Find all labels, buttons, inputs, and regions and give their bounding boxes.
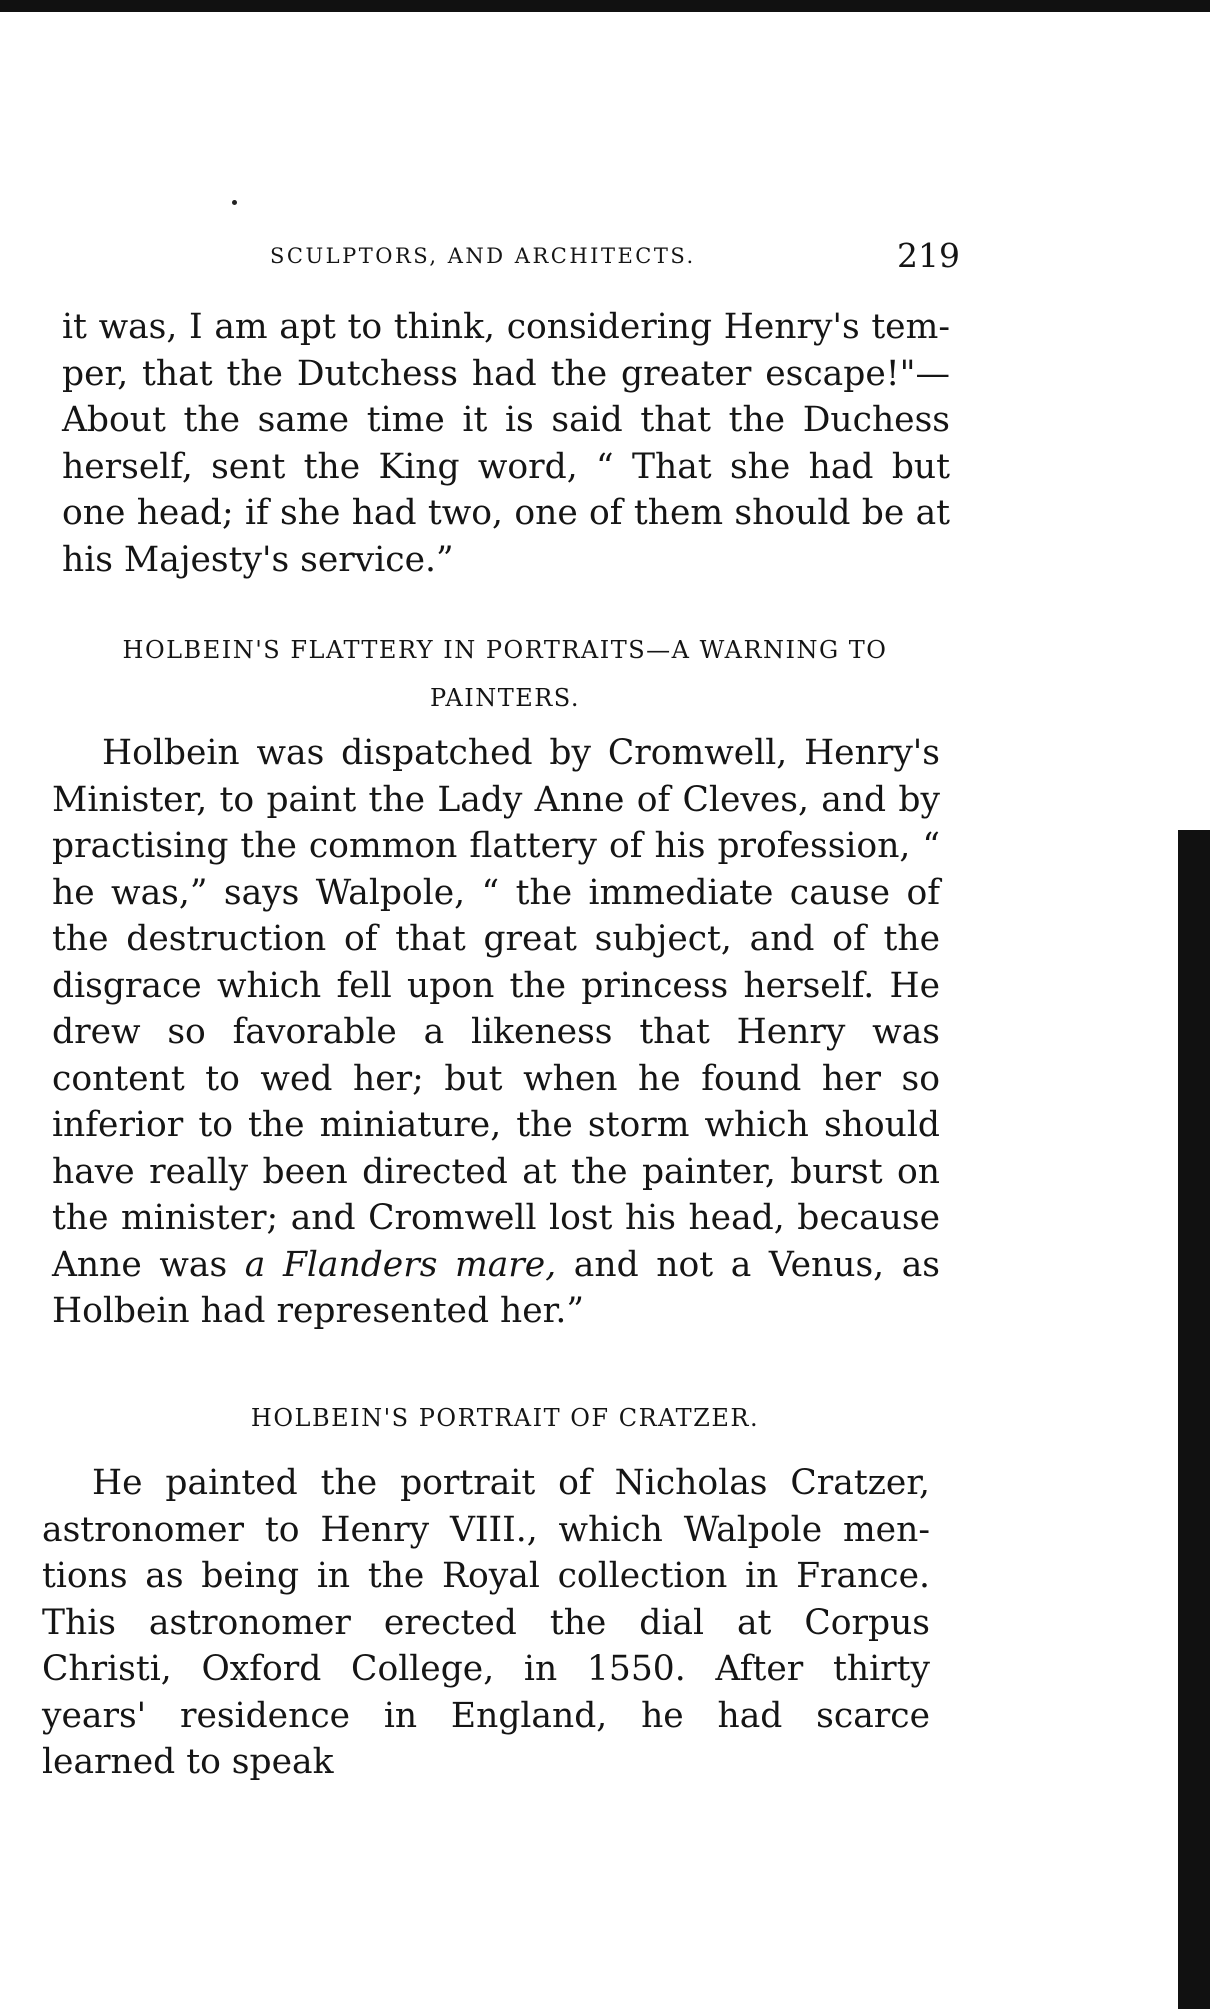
page-header: [60, 236, 960, 276]
paragraph-flattery-main: Holbein was dispatched by Cromwell, Henry's Minister, to paint the Lady Anne of Cleves, and by practising the common flattery of his profession, “ he was,” says Walpole, “ the immediate cause of the destruction of that great subject, and of the disgrace which fell upon the princess herself. He drew so favorable a likeness that Henry was content to wed her; but when he found her so inferior to the miniature, the storm which should have really been directed at the painter, burst on the minister; and Cromwell lost his head, because Anne was: [52, 733, 940, 1285]
section-heading-cratzer: HOLBEIN'S PORTRAIT OF CRATZER.: [250, 1404, 760, 1432]
paragraph-continued-text: it was, I am apt to think, considering Henry's temper, that the Dutchess had the greater escape!"— About the same time it is said that the Duchess herself, sent the King word, “ That she had but one head; if she had two, one of them should be at his Majesty's service.”: [62, 307, 950, 580]
paragraph-cratzer-text: He painted the portrait of Nicholas Cratzer, astronomer to Henry VIII., which Walpole mentions as being in the Royal collection in France. This astronomer erected the dial at Corpus Christi, Oxford College, in 1550. After thirty years' residence in England, he had scarce learned to speak: [42, 1463, 930, 1782]
page-top-edge: [0, 0, 1210, 12]
page-right-edge: [1178, 830, 1210, 2009]
paragraph-flattery: [52, 730, 940, 1335]
paragraph-flattery-end: and not a Venus, as Holbein had represented her.”: [52, 1244, 941, 1331]
ink-speck: [232, 200, 237, 205]
paragraph-continued: [62, 304, 950, 583]
paragraph-flattery-text: [52, 730, 940, 1335]
section-heading-flattery: HOLBEIN'S FLATTERY IN PORTRAITS—A WARNING TO PAINTERS.: [122, 636, 888, 712]
paragraph-cratzer: [42, 1460, 930, 1786]
page-number: 219: [897, 236, 960, 275]
paragraph-flattery-italic: a Flanders mare,: [244, 1244, 557, 1285]
running-head: SCULPTORS, AND ARCHITECTS.: [270, 244, 696, 268]
